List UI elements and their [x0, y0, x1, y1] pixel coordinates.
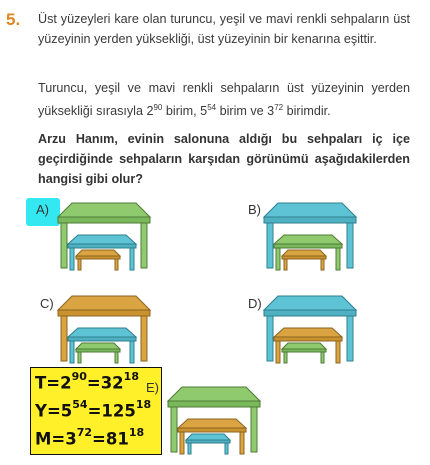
option-a-figure[interactable] — [56, 200, 151, 275]
tables-figure-a — [56, 200, 151, 275]
question-prompt: Arzu Hanım, evinin salonuna aldığı bu sehpaları iç içe geçirdiğinde sehpaların karşıdan görünümü aşağıdakilerden hangisi gibi olur? — [38, 132, 410, 186]
tables-figure-e — [166, 384, 261, 459]
note-line3-exp2: 18 — [128, 426, 145, 439]
note-line3-mid: =81 — [92, 429, 129, 449]
para2-text-c: birim ve 3 — [216, 104, 275, 119]
question-number: 5. — [6, 10, 21, 29]
question-paragraph-2 — [38, 78, 410, 121]
note-line1-base: T=2 — [35, 373, 72, 393]
para2-text-b: birim, 5 — [162, 104, 208, 119]
option-d-figure[interactable] — [262, 293, 357, 368]
note-line-green — [35, 400, 151, 421]
option-c-figure[interactable] — [56, 293, 151, 368]
para2-text-d: birimdir. — [283, 104, 331, 119]
option-a-label[interactable]: A) — [26, 198, 60, 226]
note-line2-exp2: 18 — [135, 398, 152, 411]
note-line1-exp1: 90 — [71, 370, 87, 383]
option-e-label[interactable]: E) — [146, 380, 159, 395]
option-e-figure[interactable] — [166, 384, 261, 459]
option-b-figure[interactable] — [262, 200, 357, 275]
tables-figure-c — [56, 293, 151, 368]
note-line2-exp1: 54 — [72, 398, 88, 411]
note-line1-exp2: 18 — [123, 370, 139, 383]
tables-figure-d — [262, 293, 357, 368]
note-line2-mid: =125 — [87, 401, 136, 421]
handwritten-note — [30, 367, 162, 455]
green-table — [76, 343, 120, 363]
note-line1-mid: =32 — [86, 373, 124, 393]
orange-table — [76, 250, 120, 270]
note-line2-base: Y=5 — [35, 401, 73, 421]
para2-exponent-1: 90 — [153, 103, 163, 112]
note-line-orange — [35, 372, 139, 393]
para2-exponent-2: 54 — [207, 103, 217, 112]
orange-table — [282, 250, 326, 270]
option-d-label[interactable]: D) — [248, 296, 262, 311]
option-b-label[interactable]: B) — [248, 202, 261, 217]
para2-exponent-3: 72 — [274, 103, 284, 112]
note-line-blue — [35, 428, 144, 449]
tables-figure-b — [262, 200, 357, 275]
option-c-label[interactable]: C) — [40, 296, 54, 311]
question-paragraph-1: Üst yüzeyleri kare olan turuncu, yeşil ve mavi renkli sehpaların üst yüzeyinin yerden yüksekliği, üst yüzeyinin bir kenarına eşittir. — [38, 12, 410, 46]
blue-table — [186, 434, 230, 454]
note-line3-exp1: 72 — [76, 426, 93, 439]
para2-text-a: Turuncu, yeşil ve mavi renkli sehpaların üst yüzeyinin yerden yüksekliği sırasıyla 2 — [38, 81, 410, 119]
green-table — [282, 343, 326, 363]
note-line3-base: M=3 — [35, 429, 77, 449]
